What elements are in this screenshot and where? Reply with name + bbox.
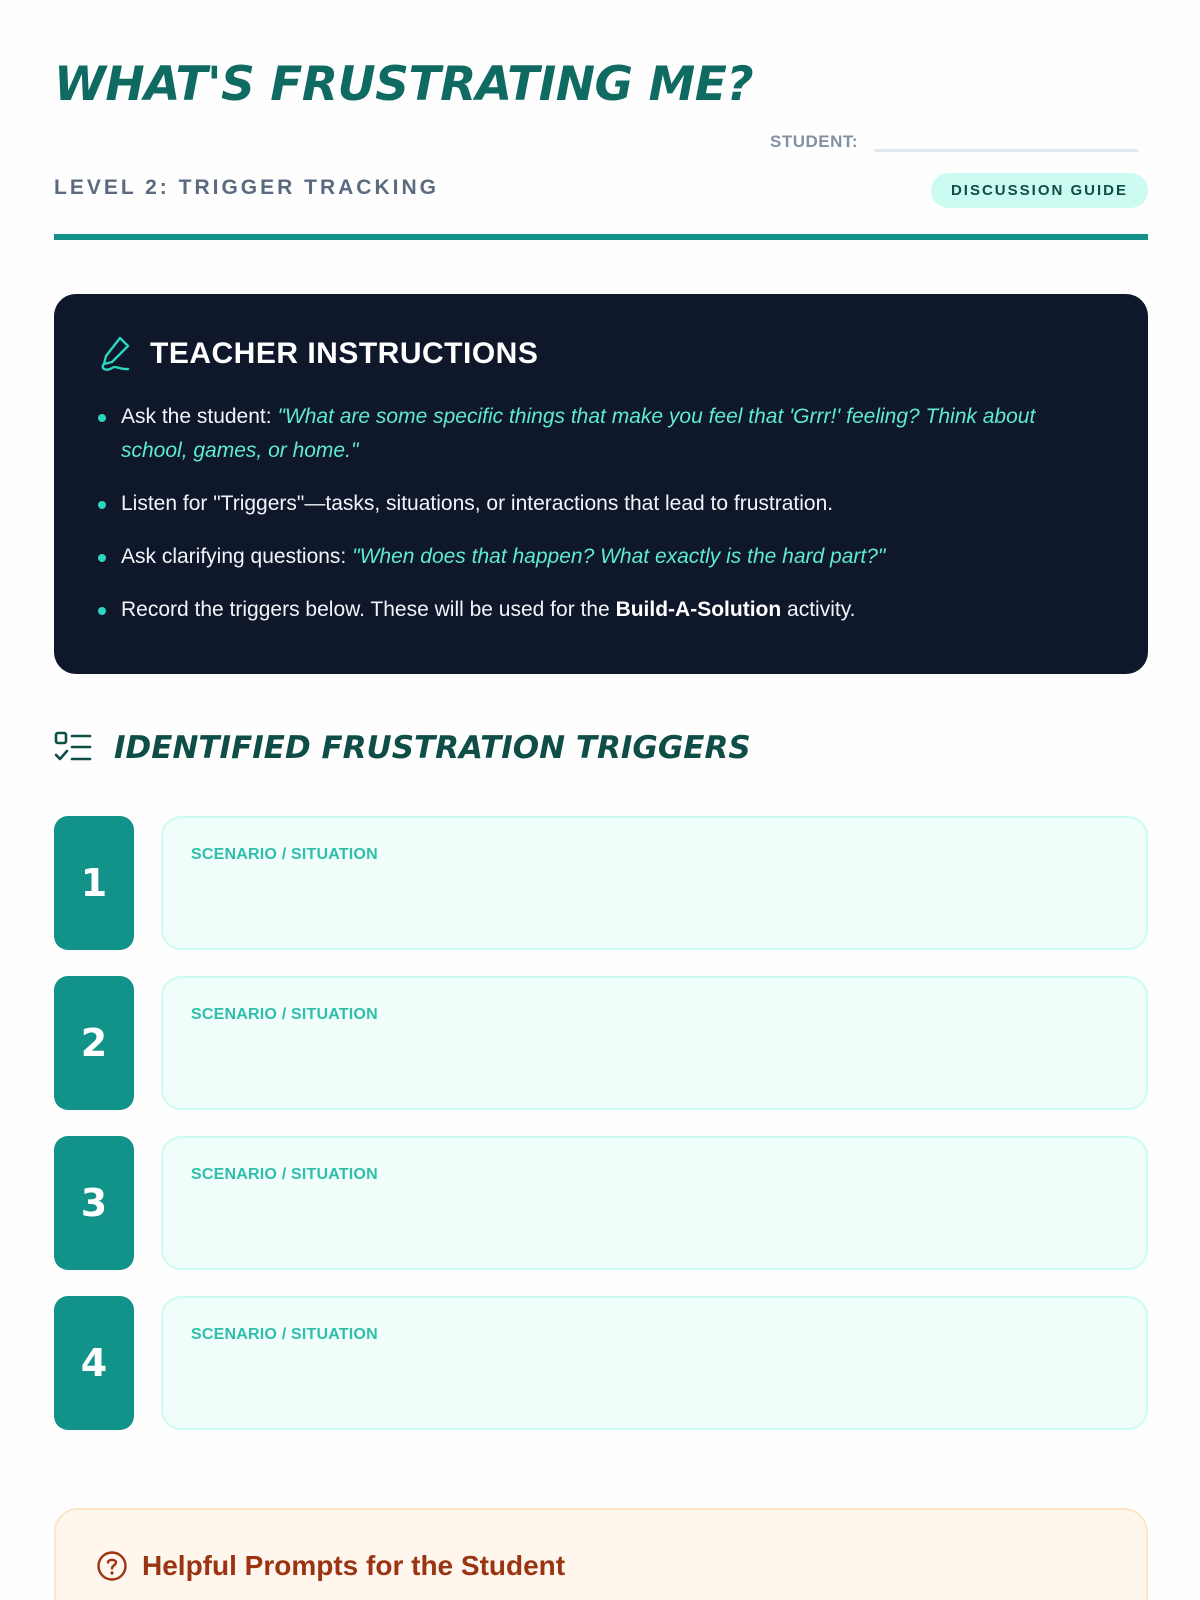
instructions-list: [98, 400, 1104, 627]
instruction-text: Ask the student:: [121, 405, 272, 428]
trigger-label: SCENARIO / SITUATION: [191, 1166, 378, 1183]
instruction-text-end: activity.: [787, 598, 856, 621]
trigger-input[interactable]: [161, 816, 1148, 950]
instruction-quote: "What are some specific things that make you feel that 'Grrr!' feeling? Think about school, games, or home.": [121, 405, 1036, 462]
discussion-guide-badge: DISCUSSION GUIDE: [931, 173, 1148, 208]
page-title: WHAT'S FRUSTRATING ME?: [54, 57, 754, 112]
build-a-solution-text: Build-A-Solution: [615, 598, 782, 621]
instruction-item: [98, 400, 1104, 468]
instruction-item: [98, 487, 1104, 521]
trigger-label: SCENARIO / SITUATION: [191, 846, 378, 863]
page-header: [54, 56, 1148, 199]
student-field[interactable]: [770, 132, 1138, 152]
trigger-number: 2: [54, 976, 134, 1110]
instruction-text: Listen for "Triggers"—tasks, situations, or interactions that lead to frustration.: [121, 492, 834, 515]
trigger-number: 4: [54, 1296, 134, 1430]
pen-icon: [98, 334, 134, 374]
teacher-instructions-panel: [54, 294, 1148, 674]
student-input-line[interactable]: [874, 149, 1138, 152]
helpful-prompts-panel: [54, 1508, 1148, 1600]
instruction-quote: "When does that happen? What exactly is the hard part?": [352, 545, 886, 568]
trigger-row: [54, 976, 1148, 1110]
trigger-input[interactable]: [161, 1296, 1148, 1430]
question-circle-icon: [96, 1550, 128, 1582]
trigger-input[interactable]: [161, 1136, 1148, 1270]
trigger-label: SCENARIO / SITUATION: [191, 1326, 378, 1343]
instruction-item: [98, 593, 1104, 627]
trigger-row: [54, 1136, 1148, 1270]
instruction-text: Ask clarifying questions:: [121, 545, 347, 568]
triggers-title: IDENTIFIED FRUSTRATION TRIGGERS: [114, 730, 751, 766]
trigger-number: 1: [54, 816, 134, 950]
trigger-row: [54, 1296, 1148, 1430]
prompts-title: Helpful Prompts for the Student: [142, 1550, 566, 1581]
header-divider: [54, 234, 1148, 240]
instruction-item: [98, 540, 1104, 574]
instructions-title: TEACHER INSTRUCTIONS: [150, 337, 539, 370]
trigger-label: SCENARIO / SITUATION: [191, 1006, 378, 1023]
trigger-number: 3: [54, 1136, 134, 1270]
trigger-input[interactable]: [161, 976, 1148, 1110]
triggers-section-header: [54, 730, 751, 766]
student-label: STUDENT:: [770, 132, 859, 151]
instruction-text: Record the triggers below. These will be used for the: [121, 598, 610, 621]
page-subtitle: LEVEL 2: TRIGGER TRACKING: [54, 176, 439, 199]
checklist-icon: [54, 731, 92, 765]
trigger-row: [54, 816, 1148, 950]
